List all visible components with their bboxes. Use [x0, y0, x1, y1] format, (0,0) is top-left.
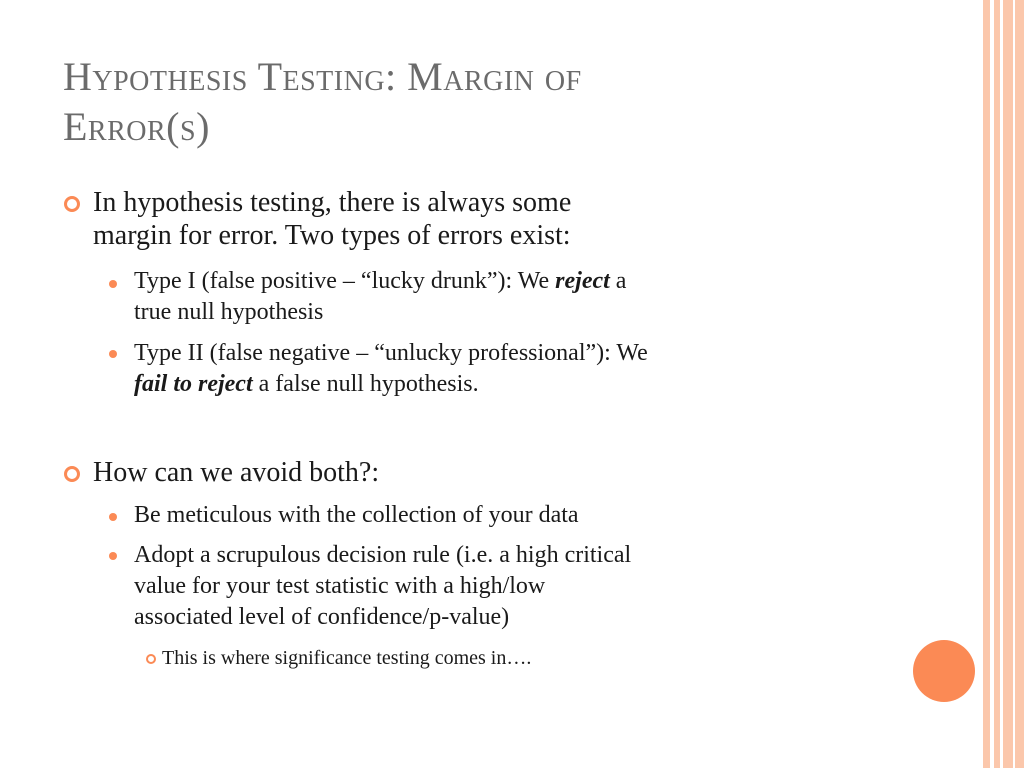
- sub-sub-bullet-significance: [162, 645, 862, 671]
- title-line-1: Hypothesis Testing: Margin of: [63, 54, 582, 99]
- bullet-hypothesis-testing: [93, 186, 833, 252]
- bullet-dot-icon: [109, 280, 117, 288]
- decorative-stripe: [1015, 0, 1024, 768]
- decorative-circle: [913, 640, 975, 702]
- sub-bullet-meticulous: [134, 500, 874, 531]
- sub-bullet-text: value for your test statistic with a high/low: [134, 573, 546, 599]
- bullet-avoid-both: [93, 456, 833, 489]
- bullet-ring-icon: [64, 466, 80, 482]
- decorative-stripe: [1003, 0, 1013, 768]
- slide-title: [63, 52, 923, 152]
- sub-bullet-text: Type II (false negative – “unlucky professional”): We: [134, 340, 648, 366]
- emphasis-reject: reject: [555, 268, 610, 294]
- bullet-ring-icon: [64, 196, 80, 212]
- bullet-dot-icon: [109, 552, 117, 560]
- bullet-dot-icon: [109, 513, 117, 521]
- sub-bullet-type-one: [134, 266, 874, 328]
- sub-bullet-text: true null hypothesis: [134, 299, 324, 325]
- emphasis-fail-to-reject: fail to reject: [134, 371, 253, 397]
- sub-sub-bullet-text: This is where significance testing comes in….: [162, 647, 532, 669]
- sub-bullet-text: Type I (false positive – “lucky drunk”): We: [134, 268, 556, 294]
- sub-bullet-text: a: [609, 268, 627, 294]
- sub-bullet-text: associated level of confidence/p-value): [134, 604, 510, 630]
- bullet-dot-icon: [109, 350, 117, 358]
- sub-bullet-type-two: [134, 338, 874, 400]
- bullet-ring-small-icon: [146, 654, 156, 664]
- decorative-stripe: [983, 0, 990, 768]
- bullet-text-line: In hypothesis testing, there is always some: [93, 187, 572, 218]
- sub-bullet-text: Be meticulous with the collection of your data: [134, 502, 579, 528]
- sub-bullet-text: Adopt a scrupulous decision rule (i.e. a high critical: [134, 542, 632, 568]
- bullet-text-line: margin for error. Two types of errors exist:: [93, 220, 571, 251]
- title-line-2: Error(s): [63, 104, 210, 149]
- bullet-text-line: How can we avoid both?:: [93, 457, 380, 488]
- sub-bullet-decision-rule: [134, 540, 874, 633]
- sub-bullet-text: a false null hypothesis.: [252, 371, 479, 397]
